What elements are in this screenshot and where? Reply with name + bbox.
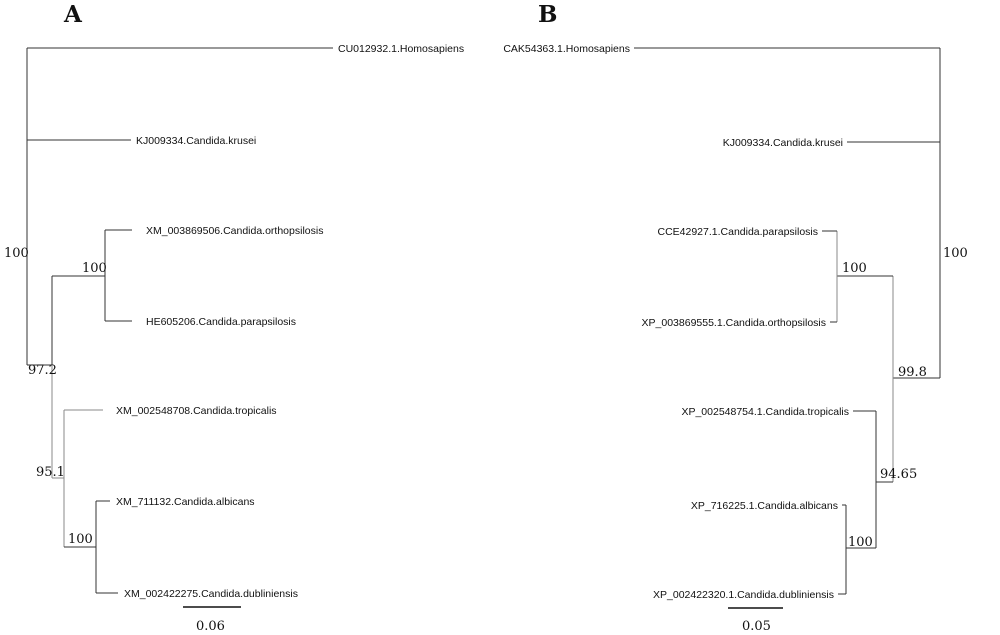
panel-b-leaf-orthopsilosis: XP_003869555.1.Candida.orthopsilosis [641, 317, 826, 329]
panel-b-leaf-albicans: XP_716225.1.Candida.albicans [690, 500, 838, 512]
panel-b-leaf-dubliniensis: XP_002422320.1.Candida.dubliniensis [653, 589, 834, 601]
panel-b-leaf-krusei: KJ009334.Candida.krusei [722, 137, 843, 149]
panel-b-leaf-tropicalis: XP_002548754.1.Candida.tropicalis [681, 406, 849, 418]
panel-a-leaf-tropicalis: XM_002548708.Candida.tropicalis [116, 405, 277, 417]
panel-a-leaf-dubliniensis: XM_002422275.Candida.dubliniensis [124, 588, 298, 600]
panel-b-scale-label: 0.05 [742, 619, 771, 634]
panel-a-support-albicans-clade: 100 [68, 532, 93, 547]
panel-a-support-parapsilosis-clade: 100 [82, 261, 107, 276]
panel-b-support-candida-clade: 99.8 [898, 365, 927, 380]
panel-a-support-candida-clade: 97.2 [28, 363, 57, 378]
panel-b-support-albicans-clade: 100 [848, 535, 873, 550]
panel-a-leaf-albicans: XM_711132.Candida.albicans [116, 496, 255, 508]
panel-b-support-tropicalis-clade: 94.65 [880, 467, 918, 482]
panel-a-support-root: 100 [4, 246, 29, 261]
panel-b-leaf-homo: CAK54363.1.Homosapiens [503, 43, 630, 55]
panel-a-leaf-krusei: KJ009334.Candida.krusei [136, 135, 257, 147]
panel-a-leaf-orthopsilosis: XM_003869506.Candida.orthopsilosis [146, 225, 324, 237]
panel-b [503, 1, 968, 634]
panel-b-support-root: 100 [943, 246, 968, 261]
panel-a-scale-label: 0.06 [196, 619, 225, 634]
panel-b-leaf-parapsilosis: CCE42927.1.Candida.parapsilosis [657, 226, 818, 238]
panel-a [4, 1, 464, 634]
panel-a-support-tropicalis-clade: 95.1 [36, 465, 65, 480]
panel-b-letter: B [538, 1, 558, 28]
panel-b-support-parapsilosis-clade: 100 [842, 261, 867, 276]
panel-a-leaf-homo: CU012932.1.Homosapiens [338, 43, 465, 55]
panel-a-leaf-parapsilosis: HE605206.Candida.parapsilosis [146, 316, 297, 328]
panel-a-letter: A [64, 1, 82, 28]
